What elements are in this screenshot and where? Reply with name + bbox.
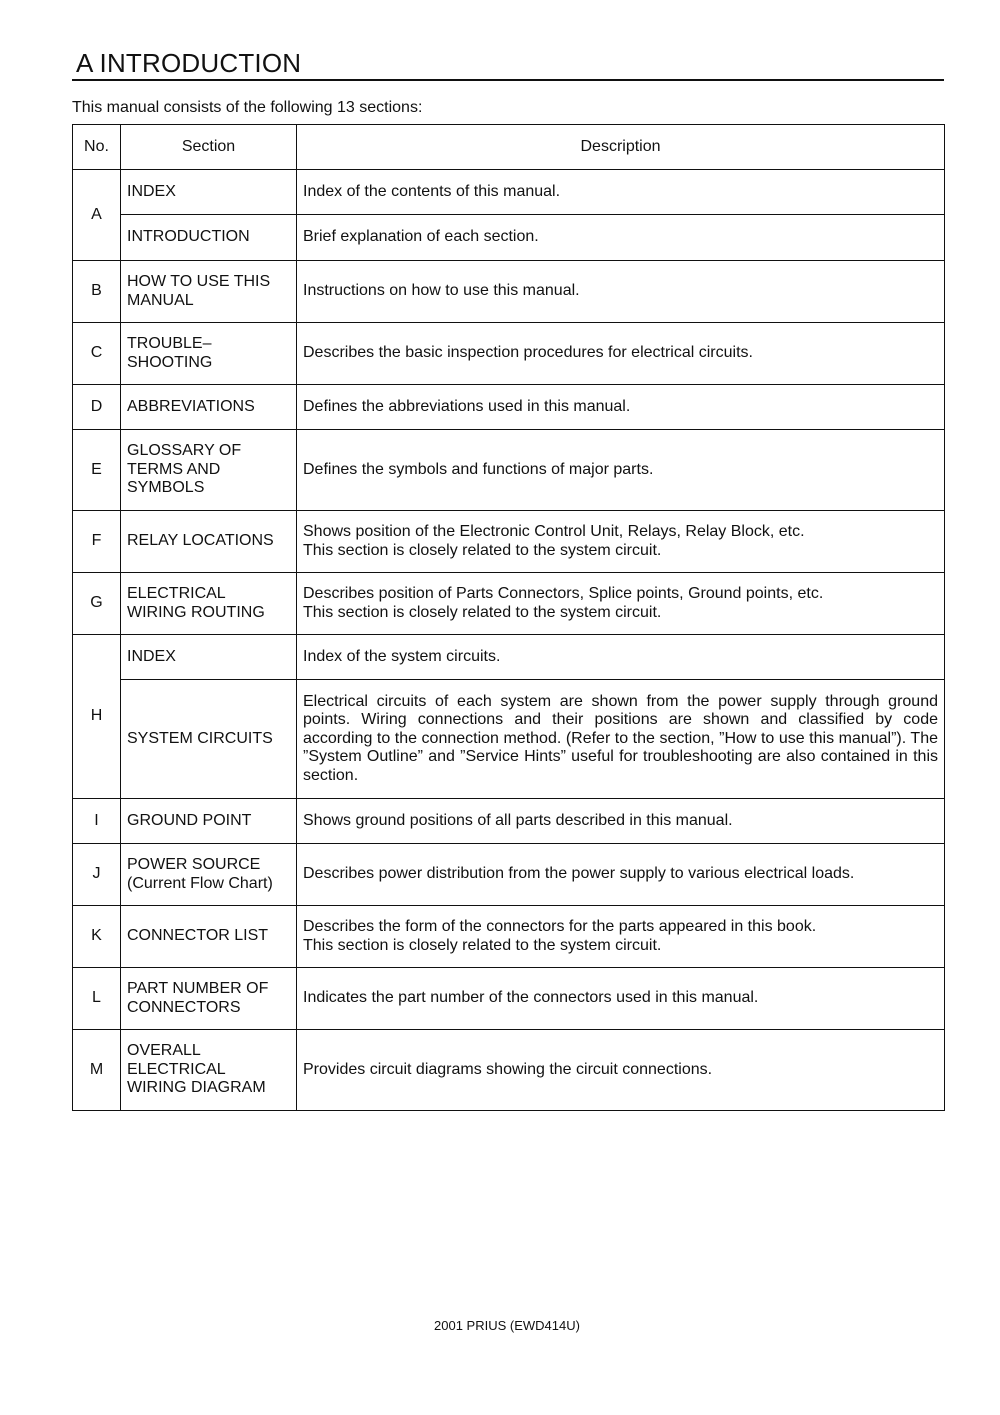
section-description: Defines the symbols and functions of major parts. [297,430,945,511]
section-description: Instructions on how to use this manual. [297,261,945,323]
section-no: C [73,323,121,385]
table-row [73,968,945,1030]
table-row [73,261,945,323]
section-name-line: CONNECTORS [127,998,241,1016]
table-row [73,680,945,799]
description-line: This section is closely related to the system circuit. [303,936,662,954]
title-divider [72,79,944,81]
section-name: INTRODUCTION [121,215,297,261]
section-name: RELAY LOCATIONS [121,511,297,573]
section-name [121,430,297,511]
section-name-line: OVERALL [127,1042,201,1060]
table-row [73,635,945,680]
table-row [73,430,945,511]
intro-text: This manual consists of the following 13 sections: [72,99,423,116]
description-line: This section is closely related to the system circuit. [303,603,662,621]
section-description: Describes power distribution from the power supply to various electrical loads. [297,844,945,906]
section-name: INDEX [121,635,297,680]
section-name: GROUND POINT [121,799,297,844]
section-no: H [73,635,121,799]
section-name-line: (Current Flow Chart) [127,874,273,892]
table-row [73,323,945,385]
description-line: Shows position of the Electronic Control Unit, Relays, Relay Block, etc. [303,523,805,540]
section-name-line: WIRING DIAGRAM [127,1079,266,1097]
section-name: CONNECTOR LIST [121,906,297,968]
table-row [73,170,945,215]
section-no: A [73,170,121,261]
section-name: ABBREVIATIONS [121,385,297,430]
section-no: L [73,968,121,1030]
section-description [297,511,945,573]
table-row [73,385,945,430]
section-name [121,323,297,385]
section-name [121,261,297,323]
table-row [73,511,945,573]
section-description: Electrical circuits of each system are shown from the power supply through ground points. Wiring connections and their positions are shown and classified by code according to the connection method. (Refer to the section, ”How to use this manual”). The ”System Outline” and ”Service Hints” useful for troubleshooting are also contained in this section. [297,680,945,799]
section-name-line: WIRING ROUTING [127,603,265,621]
section-description: Shows ground positions of all parts described in this manual. [297,799,945,844]
header-description: Description [297,125,945,170]
table-row [73,1030,945,1111]
section-name [121,573,297,635]
section-no: E [73,430,121,511]
section-no: M [73,1030,121,1111]
section-name-line: POWER SOURCE [127,856,261,873]
section-name-line: TROUBLE– [127,335,212,352]
section-no: K [73,906,121,968]
section-name-line: PART NUMBER OF [127,980,269,997]
table-row [73,799,945,844]
section-name-line: TERMS AND [127,460,221,478]
page-footer: 2001 PRIUS (EWD414U) [434,1318,580,1333]
table-row [73,844,945,906]
section-description: Describes the basic inspection procedures for electrical circuits. [297,323,945,385]
sections-table [72,124,945,1111]
page-title: A INTRODUCTION [76,48,302,78]
section-no: F [73,511,121,573]
section-no: B [73,261,121,323]
section-description: Brief explanation of each section. [297,215,945,261]
description-line: Describes the form of the connectors for the parts appeared in this book. [303,918,817,935]
table-row [73,215,945,261]
table-row [73,906,945,968]
section-name-line: GLOSSARY OF [127,442,242,460]
section-name-line: MANUAL [127,291,194,309]
section-name [121,844,297,906]
section-description: Index of the contents of this manual. [297,170,945,215]
section-no: J [73,844,121,906]
section-name [121,968,297,1030]
section-name: SYSTEM CIRCUITS [121,680,297,799]
header-no: No. [73,125,121,170]
section-description: Defines the abbreviations used in this manual. [297,385,945,430]
description-line: This section is closely related to the system circuit. [303,541,662,559]
section-description: Provides circuit diagrams showing the circuit connections. [297,1030,945,1111]
table-header-row [73,125,945,170]
section-no: D [73,385,121,430]
section-name-line: ELECTRICAL [127,1060,226,1078]
section-description: Index of the system circuits. [297,635,945,680]
section-no: G [73,573,121,635]
section-name [121,1030,297,1111]
section-description [297,906,945,968]
section-name-line: SYMBOLS [127,479,205,497]
section-description: Indicates the part number of the connectors used in this manual. [297,968,945,1030]
section-name: INDEX [121,170,297,215]
header-section: Section [121,125,297,170]
section-name-line: HOW TO USE THIS [127,273,271,290]
section-name-line: ELECTRICAL [127,585,226,602]
section-name-line: SHOOTING [127,353,213,371]
description-line: Describes position of Parts Connectors, Splice points, Ground points, etc. [303,585,824,602]
table-row [73,573,945,635]
section-no: I [73,799,121,844]
section-description [297,573,945,635]
